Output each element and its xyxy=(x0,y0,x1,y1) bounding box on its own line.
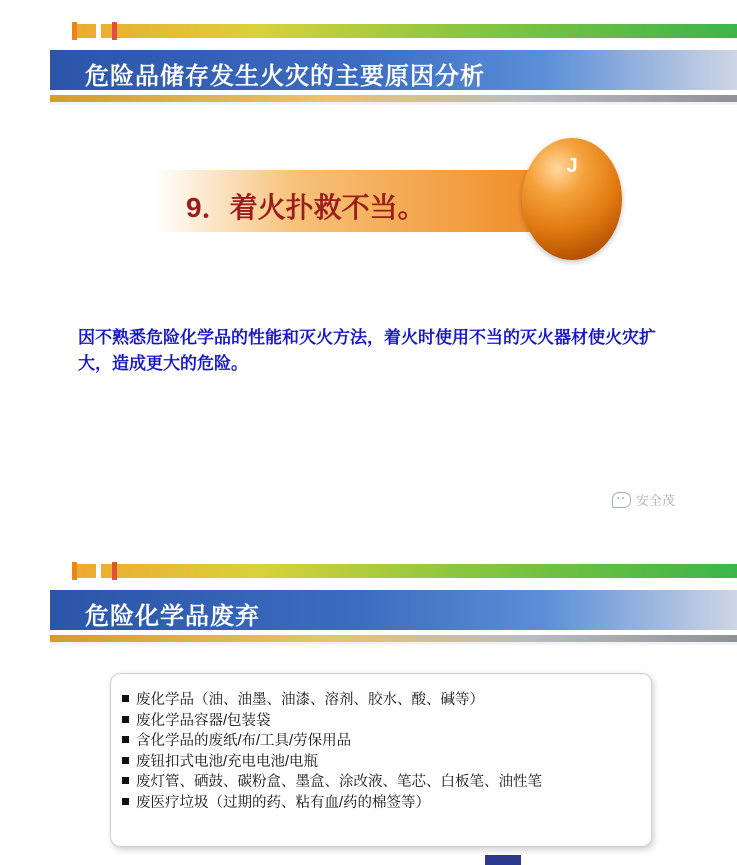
header-tick-red xyxy=(112,22,117,40)
list-item-label: 废化学品（油、油墨、油漆、溶剂、胶水、酸、碱等） xyxy=(136,692,484,708)
list-item-label: 废化学品容器/包装袋 xyxy=(136,712,271,729)
waste-list xyxy=(122,690,642,813)
slide1-title-underline-highlight xyxy=(50,102,737,105)
square-bullet-icon xyxy=(122,798,129,805)
slide2-header xyxy=(0,540,737,650)
header-gradient-strip xyxy=(72,24,737,38)
slide2-title: 危险化学品废弃 xyxy=(85,603,260,630)
header-gradient-strip-2 xyxy=(72,564,737,578)
sphere-letter: J xyxy=(566,155,578,177)
cause-banner-text: 9．着火扑救不当。 xyxy=(186,192,426,223)
list-item-label: 含化学品的废纸/布/工具/劳保用品 xyxy=(136,733,352,749)
list-item xyxy=(122,752,642,773)
slide1-body-text: 因不熟悉危险化学品的性能和灭火方法，着火时使用不当的灭火器材使火灾扩大，造成更大的危险。 xyxy=(78,328,656,373)
list-item xyxy=(122,772,642,793)
list-item xyxy=(122,731,642,752)
slide2-footer-tab xyxy=(485,855,521,865)
watermark-label: 安全茂 xyxy=(636,493,676,508)
list-item-label: 废钮扣式电池/充电电池/电瓶 xyxy=(136,753,319,770)
list-item-label: 废医疗垃圾（过期的药、粘有血/药的棉签等） xyxy=(136,794,431,811)
list-item xyxy=(122,793,642,814)
header-tick-orange xyxy=(72,22,77,40)
header-tick-red-2 xyxy=(112,562,117,580)
square-bullet-icon xyxy=(122,716,129,723)
list-item xyxy=(122,711,642,732)
slide2-title-underline-highlight xyxy=(50,642,737,645)
header-tick-white-2 xyxy=(96,562,101,580)
square-bullet-icon xyxy=(122,777,129,784)
square-bullet-icon xyxy=(122,757,129,764)
header-tick-orange-2 xyxy=(72,562,77,580)
header-tick-white xyxy=(96,22,101,40)
slide2-title-underline xyxy=(50,635,737,642)
wechat-icon xyxy=(612,492,631,508)
slide1-header xyxy=(0,0,737,110)
square-bullet-icon xyxy=(122,695,129,702)
watermark xyxy=(612,490,675,509)
slide1-title-underline xyxy=(50,95,737,102)
square-bullet-icon xyxy=(122,736,129,743)
slide1-title: 危险品储存发生火灾的主要原因分析 xyxy=(85,63,485,90)
list-item xyxy=(122,690,642,711)
list-item-label: 废灯管、硒鼓、碳粉盒、墨盒、涂改液、笔芯、白板笔、油性笔 xyxy=(136,774,542,790)
